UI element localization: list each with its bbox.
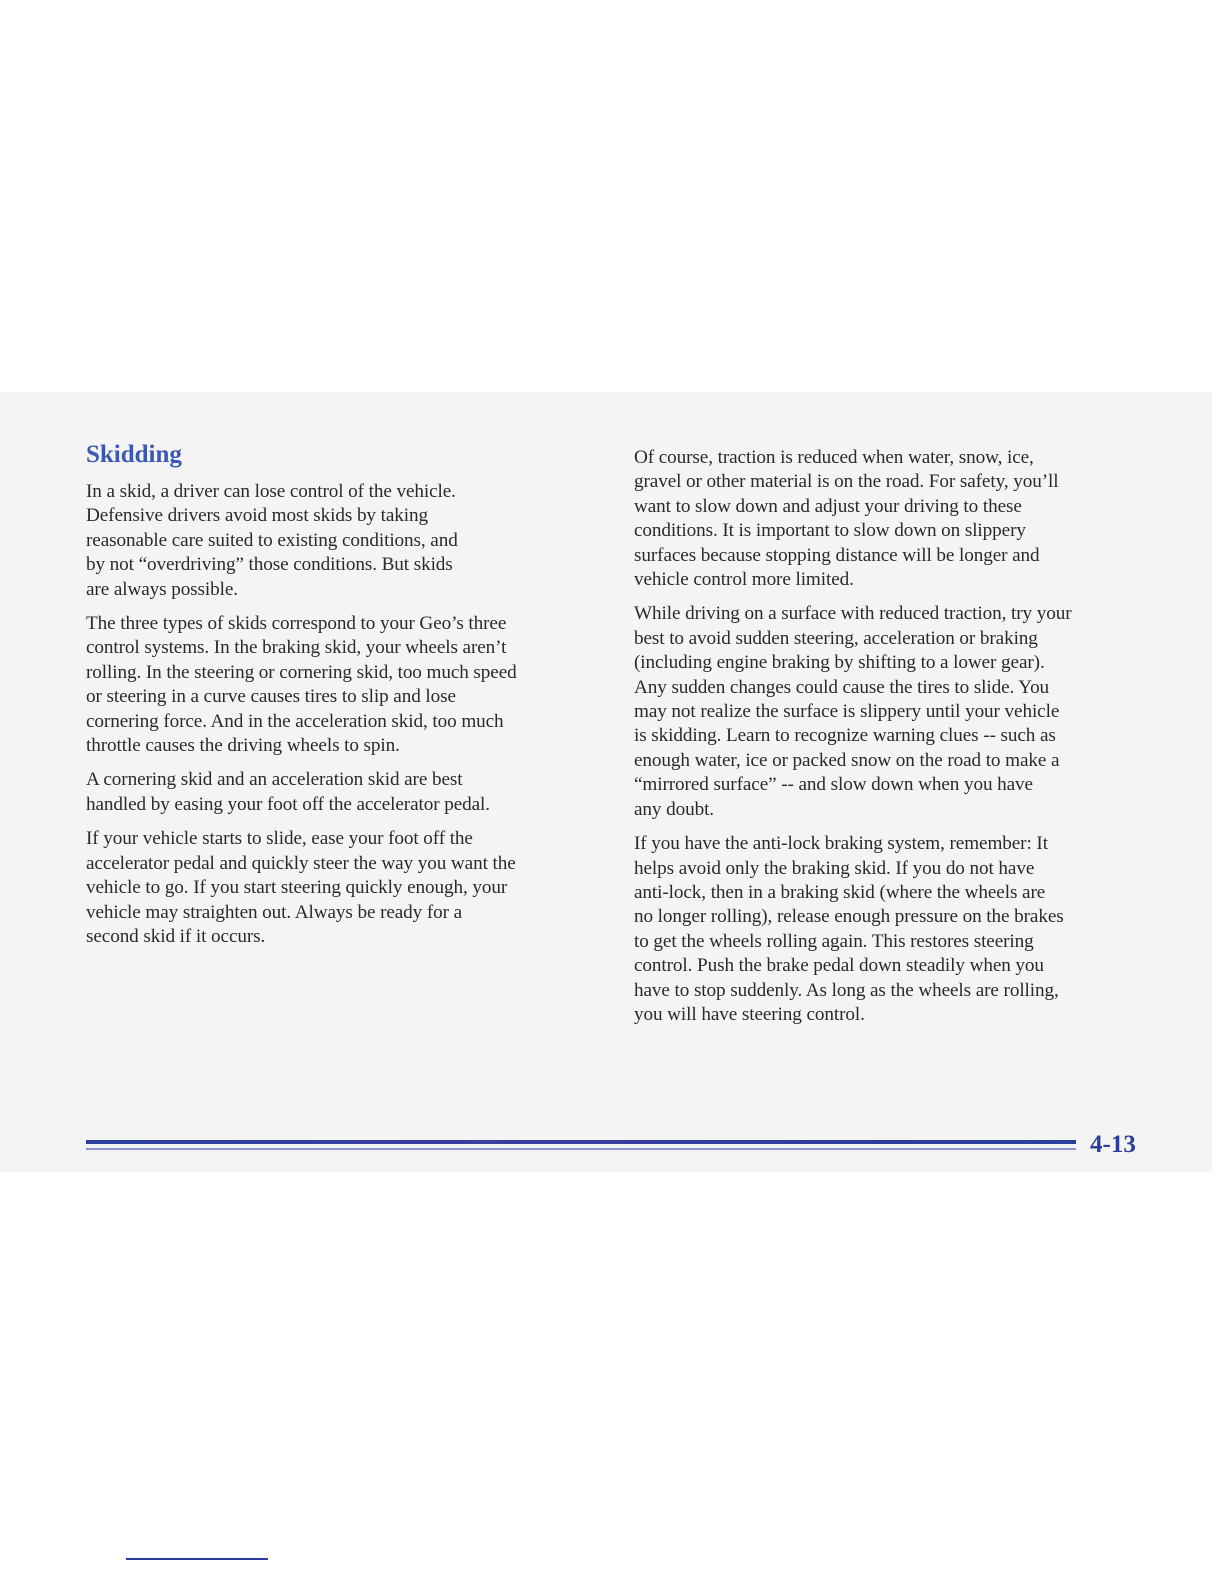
text-line: While driving on a surface with reduced traction, try your <box>634 603 1072 625</box>
paragraph <box>634 446 1150 592</box>
text-line: Defensive drivers avoid most skids by taking <box>86 505 428 527</box>
left-column <box>86 440 606 959</box>
right-column <box>634 446 1150 1037</box>
text-line: have to stop suddenly. As long as the wheels are rolling, <box>634 979 1059 1001</box>
text-line: conditions. It is important to slow down on slippery <box>634 520 1026 542</box>
text-line: accelerator pedal and quickly steer the way you want the <box>86 852 516 874</box>
text-line: enough water, ice or packed snow on the road to make a <box>634 749 1060 771</box>
text-line: cornering force. And in the acceleration skid, too much <box>86 710 504 732</box>
text-line: Any sudden changes could cause the tires to slide. You <box>634 676 1050 698</box>
text-line: control systems. In the braking skid, your wheels aren’t <box>86 637 507 659</box>
text-line: or steering in a curve causes tires to slip and lose <box>86 686 456 708</box>
footer-rule-thin <box>86 1148 1076 1150</box>
footnote-rule <box>126 1558 268 1560</box>
text-line: vehicle control more limited. <box>634 569 854 591</box>
text-line: is skidding. Learn to recognize warning clues -- such as <box>634 725 1056 747</box>
text-line: In a skid, a driver can lose control of the vehicle. <box>86 481 456 502</box>
text-line: throttle causes the driving wheels to spin. <box>86 735 400 757</box>
text-line: Of course, traction is reduced when water, snow, ice, <box>634 447 1034 468</box>
footer-rule <box>86 1138 1076 1158</box>
text-line: by not “overdriving” those conditions. But skids <box>86 554 453 576</box>
text-line: (including engine braking by shifting to a lower gear). <box>634 652 1045 674</box>
text-line: to get the wheels rolling again. This restores steering <box>634 930 1034 952</box>
paragraph <box>86 612 606 758</box>
paragraph <box>634 832 1150 1027</box>
text-line: best to avoid sudden steering, acceleration or braking <box>634 627 1038 649</box>
text-line: A cornering skid and an acceleration skid are best <box>86 769 463 791</box>
page-number: 4-13 <box>1090 1131 1136 1158</box>
section-heading: Skidding <box>86 441 182 468</box>
left-paragraphs <box>86 480 606 949</box>
text-line: vehicle may straighten out. Always be ready for a <box>86 901 463 923</box>
text-line: rolling. In the steering or cornering skid, too much speed <box>86 661 517 683</box>
text-line: gravel or other material is on the road. For safety, you’ll <box>634 471 1059 493</box>
paragraph <box>634 602 1150 822</box>
text-line: anti-lock, then in a braking skid (where the wheels are <box>634 881 1046 903</box>
text-line: If you have the anti-lock braking system, remember: It <box>634 833 1048 855</box>
text-line: The three types of skids correspond to your Geo’s three <box>86 613 507 635</box>
footer-rule-thick <box>86 1140 1076 1144</box>
text-line: handled by easing your foot off the accelerator pedal. <box>86 793 490 815</box>
paragraph <box>86 827 606 949</box>
text-line: any doubt. <box>634 798 715 820</box>
text-line: “mirrored surface” -- and slow down when you have <box>634 774 1033 796</box>
paragraph <box>86 768 606 817</box>
text-line: want to slow down and adjust your driving to these <box>634 495 1022 517</box>
text-line: vehicle to go. If you start steering quickly enough, your <box>86 877 508 899</box>
text-line: If your vehicle starts to slide, ease your foot off the <box>86 828 473 850</box>
text-line: no longer rolling), release enough pressure on the brakes <box>634 906 1064 928</box>
text-line: may not realize the surface is slippery until your vehicle <box>634 701 1060 723</box>
text-line: control. Push the brake pedal down steadily when you <box>634 955 1044 977</box>
text-line: you will have steering control. <box>634 1003 865 1025</box>
text-line: second skid if it occurs. <box>86 925 266 947</box>
text-line: helps avoid only the braking skid. If you do not have <box>634 857 1035 879</box>
paragraph <box>86 480 606 602</box>
right-paragraphs <box>634 446 1150 1027</box>
text-line: reasonable care suited to existing conditions, and <box>86 529 458 551</box>
text-line: are always possible. <box>86 578 238 600</box>
text-line: surfaces because stopping distance will be longer and <box>634 544 1040 566</box>
